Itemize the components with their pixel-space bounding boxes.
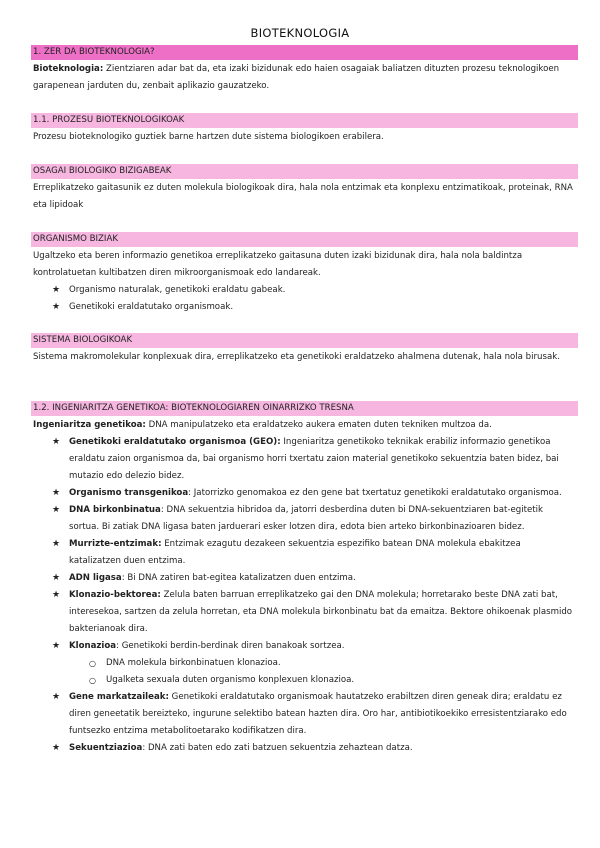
sistema-paragraph: Sistema makromolekular konplexuak dira, erreplikatzeko eta genetikoki eraldatzeko ahalmena dutenak, hala nola birusak.	[33, 352, 560, 362]
heading-organismo-biziak: ORGANISMO BIZIAK	[31, 232, 578, 247]
list-item: ★ Organismo naturalak, genetikoki eraldatu gabeak.	[33, 282, 573, 299]
list-item-klonazioa: ★ Klonazioa: Genetikoki berdin-berdinak diren banakoak sortzea.	[33, 638, 573, 655]
list-item: ★ Genetikoki eraldatutako organismoak.	[33, 299, 573, 316]
section-1-paragraph	[33, 61, 573, 95]
star-icon: ★	[52, 743, 61, 753]
section-heading-1: 1. ZER DA BIOTEKNOLOGIA?	[31, 45, 578, 60]
star-icon: ★	[52, 573, 61, 583]
star-icon: ★	[52, 505, 61, 515]
sub-list-item: ○ Ugalketa sexuala duten organismo konplexuen klonazioa.	[33, 672, 573, 689]
star-icon: ★	[52, 539, 61, 549]
ingeniaritza-list	[33, 434, 573, 757]
star-icon: ★	[52, 285, 61, 295]
section-1-1-paragraph: Prozesu bioteknologiko guztiek barne hartzen dute sistema biologikoen erabilera.	[33, 132, 384, 142]
circle-icon: ○	[89, 659, 96, 668]
star-icon: ★	[52, 641, 61, 651]
list-item-adn-ligasa: ★ ADN ligasa: Bi DNA zatiren bat-egitea katalizatzen duen entzima.	[33, 570, 573, 587]
heading-sistema-biologikoak: SISTEMA BIOLOGIKOAK	[31, 333, 578, 348]
list-item-transgenikoa: ★ Organismo transgenikoa: Jatorrizko genomakoa ez den gene bat txertatuz genetikoki eraldatutako organismoa.	[33, 485, 573, 502]
star-icon: ★	[52, 692, 61, 702]
term-ingeniaritza-genetikoa: Ingeniaritza genetikoa:	[33, 420, 146, 430]
circle-icon: ○	[89, 676, 96, 685]
list-item-klonazio-bektorea: ★ Klonazio-bektorea: Zelula baten barruan erreplikatzeko gai den DNA molekula; horretarako beste DNA zati bat, interesekoa, sartzen da zelula horretan, eta DNA molekula birkonbinatu bat da emaitza. Bektore ohikoenak plasmido bakterianoak dira.	[33, 587, 573, 638]
term-bioteknologia: Bioteknologia:	[33, 64, 104, 74]
heading-osagai-biologiko: OSAGAI BIOLOGIKO BIZIGABEAK	[31, 164, 578, 179]
star-icon: ★	[52, 437, 61, 447]
sub-list-item: ○ DNA molekula birkonbinatuen klonazioa.	[33, 655, 573, 672]
section-1-2-paragraph: Ingeniaritza genetikoa: DNA manipulatzeko eta eraldatzeko aukera ematen duten tekniken multzoa da.	[33, 420, 492, 430]
list-item-sekuentziazioa: ★ Sekuentziazioa: DNA zati baten edo zati batzuen sekuentzia zehaztean datza.	[33, 740, 573, 757]
definition-text: Zientziaren adar bat da, eta izaki bizidunak edo haien osagaiak baliatzen dituzten prozesu teknologikoen garapenean jarduten du, zenbait aplikazio gauzatzeko.	[33, 64, 560, 91]
star-icon: ★	[52, 590, 61, 600]
star-icon: ★	[52, 488, 61, 498]
organismo-paragraph: Ugaltzeko eta beren informazio genetikoa erreplikatzeko gaitasuna duten izaki bizidunak dira, hala nola baldintza kontrolatuetan kultibatzen diren mikroorganismoak edo landareak.	[33, 251, 523, 278]
organismo-list	[33, 282, 573, 316]
list-item-gene-markatzaileak: ★ Gene markatzaileak: Genetikoki eraldatutako organismoak hautatzeko erabiltzen diren geneak dira; eraldatu ez diren geneetatik bereizteko, ingurune selektibo batean hazten dira. Oro har, antibiotikoekiko erresistentziarako edo funtsezko entzima metabolitoetarako kodifikatzen dira.	[33, 689, 573, 740]
document-title: BIOTEKNOLOGIA	[250, 26, 350, 40]
star-icon: ★	[52, 302, 61, 312]
section-heading-1-1: 1.1. PROZESU BIOTEKNOLOGIKOAK	[31, 113, 578, 128]
list-item-dna-birkonbinatua: ★ DNA birkonbinatua: DNA sekuentzia hibridoa da, jatorri desberdina duten bi DNA-sekuentziaren bat-egitetik sortua. Bi zatiak DNA ligasa baten jarduerari esker lotzen dira, edota bien arteko birkonbinazioaren bidez.	[33, 502, 573, 536]
osagai-paragraph: Erreplikatzeko gaitasunik ez duten molekula biologikoak dira, hala nola entzimak eta konplexu entzimatikoak, proteinak, RNA eta lipidoak	[33, 183, 573, 210]
list-item-geo: ★ Genetikoki eraldatutako organismoa (GEO): Ingeniaritza genetikoko teknikak erabiliz informazio genetikoa eraldatu zaion organismoa da, bai organismo horri txertatu zaion material genetikoko sekuentzia baten bidez, bai mutazio edo delezio bidez.	[33, 434, 573, 485]
section-heading-1-2: 1.2. INGENIARITZA GENETIKOA: BIOTEKNOLOGIAREN OINARRIZKO TRESNA	[31, 401, 578, 416]
list-item-murrizte-entzimak: ★ Murrizte-entzimak: Entzimak ezagutu dezakeen sekuentzia espezifiko batean DNA molekula ebakitzea katalizatzen duen entzima.	[33, 536, 573, 570]
